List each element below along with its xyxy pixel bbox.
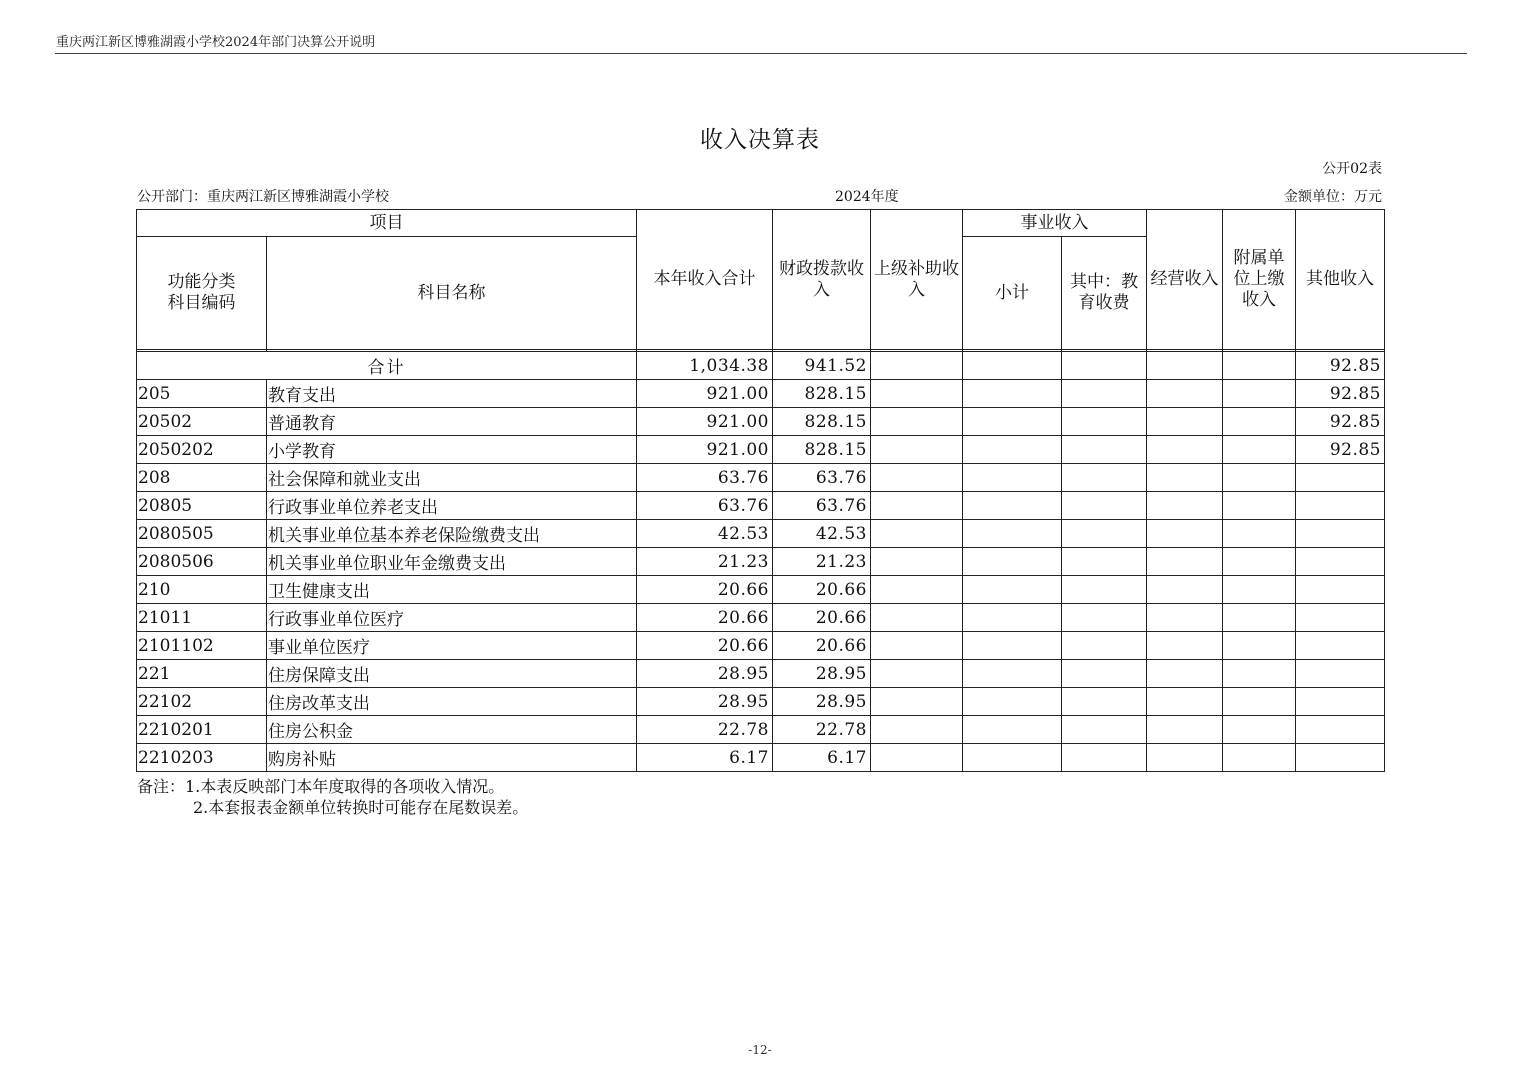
- business-subtotal-value: [963, 436, 1062, 464]
- operating-income-value: [1147, 744, 1223, 772]
- table-row: [137, 380, 1385, 408]
- amount-unit: 金额单位：万元: [1284, 189, 1382, 205]
- operating-income-value: [1147, 688, 1223, 716]
- business-subtotal-value: [963, 492, 1062, 520]
- other-income-value: [1296, 632, 1385, 660]
- function-code: 21011: [137, 604, 267, 632]
- other-income-value: [1296, 492, 1385, 520]
- subject-name: 卫生健康支出: [267, 576, 637, 604]
- operating-income-value: [1147, 436, 1223, 464]
- total-income-value: 20.66: [637, 576, 773, 604]
- fiscal-allocation-value: 6.17: [773, 744, 871, 772]
- disclosure-department: 公开部门：重庆两江新区博雅湖霞小学校: [137, 189, 389, 205]
- page-title: 收入决算表: [700, 127, 820, 153]
- total-income-value: 42.53: [637, 520, 773, 548]
- operating-income-value: [1147, 716, 1223, 744]
- income-table: [136, 209, 1385, 772]
- header-business-income: 事业收入: [963, 210, 1147, 237]
- total-income-value: 28.95: [637, 688, 773, 716]
- notes: [137, 776, 528, 818]
- header-total-income: 本年收入合计: [637, 210, 773, 350]
- header-other-income: 其他收入: [1296, 210, 1385, 350]
- total-label: 合计: [137, 352, 637, 380]
- header-business-subtotal: 小计: [963, 237, 1062, 350]
- subject-name: 行政事业单位医疗: [267, 604, 637, 632]
- affiliated-income-value: [1223, 520, 1296, 548]
- total-income-value: 20.66: [637, 632, 773, 660]
- education-fees-value: [1062, 716, 1147, 744]
- total-income-value: 1,034.38: [637, 352, 773, 380]
- total-income-value: 28.95: [637, 660, 773, 688]
- table-row: [137, 576, 1385, 604]
- table-row: [137, 632, 1385, 660]
- other-income-value: [1296, 744, 1385, 772]
- education-fees-value: [1062, 464, 1147, 492]
- header-operating-income: 经营收入: [1147, 210, 1223, 350]
- education-fees-value: [1062, 548, 1147, 576]
- table-row: [137, 604, 1385, 632]
- education-fees-value: [1062, 380, 1147, 408]
- superior-subsidy-value: [871, 632, 963, 660]
- operating-income-value: [1147, 520, 1223, 548]
- subject-name: 小学教育: [267, 436, 637, 464]
- header-function-code: 功能分类 科目编码: [137, 237, 267, 350]
- fiscal-allocation-value: 20.66: [773, 632, 871, 660]
- subject-name: 机关事业单位职业年金缴费支出: [267, 548, 637, 576]
- fiscal-allocation-value: 63.76: [773, 492, 871, 520]
- business-subtotal-value: [963, 660, 1062, 688]
- education-fees-value: [1062, 408, 1147, 436]
- function-code: 208: [137, 464, 267, 492]
- fiscal-allocation-value: 828.15: [773, 380, 871, 408]
- other-income-value: [1296, 520, 1385, 548]
- fiscal-allocation-value: 28.95: [773, 660, 871, 688]
- function-code: 210: [137, 576, 267, 604]
- affiliated-income-value: [1223, 716, 1296, 744]
- total-income-value: 22.78: [637, 716, 773, 744]
- total-other-value: 92.85: [1296, 352, 1385, 380]
- subject-name: 普通教育: [267, 408, 637, 436]
- page-number: -12-: [748, 1043, 772, 1057]
- affiliated-income-value: [1223, 436, 1296, 464]
- education-fees-value: [1062, 660, 1147, 688]
- education-fees-value: [1062, 576, 1147, 604]
- running-header: 重庆两江新区博雅湖霞小学校2024年部门决算公开说明: [56, 35, 376, 50]
- header-item: 项目: [137, 210, 637, 237]
- affiliated-income-value: [1223, 548, 1296, 576]
- note-2: 2.本套报表金额单位转换时可能存在尾数误差。: [193, 798, 529, 817]
- affiliated-income-value: [1223, 408, 1296, 436]
- other-income-value: [1296, 688, 1385, 716]
- table-row: [137, 436, 1385, 464]
- other-income-value: [1296, 660, 1385, 688]
- other-income-value: [1296, 604, 1385, 632]
- operating-income-value: [1147, 576, 1223, 604]
- superior-subsidy-value: [871, 380, 963, 408]
- total-income-value: 921.00: [637, 436, 773, 464]
- business-subtotal-value: [963, 520, 1062, 548]
- superior-subsidy-value: [871, 688, 963, 716]
- education-fees-value: [1062, 744, 1147, 772]
- subject-name: 住房公积金: [267, 716, 637, 744]
- affiliated-income-value: [1223, 604, 1296, 632]
- header-superior-subsidy: 上级补助收入: [871, 210, 963, 350]
- fiscal-allocation-value: 42.53: [773, 520, 871, 548]
- function-code: 2210203: [137, 744, 267, 772]
- function-code: 2101102: [137, 632, 267, 660]
- header-affiliated-income: 附属单位上缴收入: [1223, 210, 1296, 350]
- subject-name: 事业单位医疗: [267, 632, 637, 660]
- superior-subsidy-value: [871, 408, 963, 436]
- fiscal-allocation-value: 21.23: [773, 548, 871, 576]
- business-subtotal-value: [963, 408, 1062, 436]
- function-code: 22102: [137, 688, 267, 716]
- operating-income-value: [1147, 408, 1223, 436]
- subject-name: 教育支出: [267, 380, 637, 408]
- education-fees-value: [1062, 604, 1147, 632]
- total-row: [137, 352, 1385, 380]
- function-code: 221: [137, 660, 267, 688]
- header-fiscal-allocation: 财政拨款收入: [773, 210, 871, 350]
- fiscal-allocation-value: 22.78: [773, 716, 871, 744]
- operating-income-value: [1147, 604, 1223, 632]
- fiscal-allocation-value: 20.66: [773, 604, 871, 632]
- total-income-value: 63.76: [637, 492, 773, 520]
- business-subtotal-value: [963, 464, 1062, 492]
- business-subtotal-value: [963, 604, 1062, 632]
- other-income-value: 92.85: [1296, 408, 1385, 436]
- affiliated-income-value: [1223, 632, 1296, 660]
- subject-name: 购房补贴: [267, 744, 637, 772]
- operating-income-value: [1147, 660, 1223, 688]
- total-income-value: 6.17: [637, 744, 773, 772]
- function-code: 2050202: [137, 436, 267, 464]
- superior-subsidy-value: [871, 464, 963, 492]
- fiscal-allocation-value: 828.15: [773, 436, 871, 464]
- other-income-value: [1296, 548, 1385, 576]
- header-divider: [55, 53, 1467, 54]
- function-code: 20502: [137, 408, 267, 436]
- function-code: 2210201: [137, 716, 267, 744]
- superior-subsidy-value: [871, 520, 963, 548]
- header-education-fees: 其中：教育收费: [1062, 237, 1147, 350]
- superior-subsidy-value: [871, 744, 963, 772]
- superior-subsidy-value: [871, 660, 963, 688]
- affiliated-income-value: [1223, 492, 1296, 520]
- other-income-value: 92.85: [1296, 436, 1385, 464]
- subject-name: 行政事业单位养老支出: [267, 492, 637, 520]
- other-income-value: 92.85: [1296, 380, 1385, 408]
- subject-name: 住房改革支出: [267, 688, 637, 716]
- business-subtotal-value: [963, 548, 1062, 576]
- education-fees-value: [1062, 436, 1147, 464]
- operating-income-value: [1147, 380, 1223, 408]
- subject-name: 住房保障支出: [267, 660, 637, 688]
- superior-subsidy-value: [871, 604, 963, 632]
- affiliated-income-value: [1223, 744, 1296, 772]
- business-subtotal-value: [963, 744, 1062, 772]
- affiliated-income-value: [1223, 688, 1296, 716]
- table-number: 公开02表: [1322, 161, 1382, 177]
- table-row: [137, 520, 1385, 548]
- affiliated-income-value: [1223, 380, 1296, 408]
- education-fees-value: [1062, 688, 1147, 716]
- total-income-value: 921.00: [637, 380, 773, 408]
- table-row: [137, 464, 1385, 492]
- business-subtotal-value: [963, 632, 1062, 660]
- table-row: [137, 660, 1385, 688]
- subject-name: 机关事业单位基本养老保险缴费支出: [267, 520, 637, 548]
- other-income-value: [1296, 716, 1385, 744]
- other-income-value: [1296, 464, 1385, 492]
- education-fees-value: [1062, 520, 1147, 548]
- function-code: 20805: [137, 492, 267, 520]
- total-income-value: 20.66: [637, 604, 773, 632]
- note-1: 备注：1.本表反映部门本年度取得的各项收入情况。: [137, 777, 505, 796]
- table-row: [137, 688, 1385, 716]
- business-subtotal-value: [963, 688, 1062, 716]
- table-row: [137, 744, 1385, 772]
- fiscal-allocation-value: 63.76: [773, 464, 871, 492]
- superior-subsidy-value: [871, 716, 963, 744]
- superior-subsidy-value: [871, 492, 963, 520]
- business-subtotal-value: [963, 716, 1062, 744]
- header-subject-name: 科目名称: [267, 237, 637, 350]
- function-code: 2080506: [137, 548, 267, 576]
- function-code: 2080505: [137, 520, 267, 548]
- education-fees-value: [1062, 632, 1147, 660]
- operating-income-value: [1147, 548, 1223, 576]
- affiliated-income-value: [1223, 576, 1296, 604]
- other-income-value: [1296, 576, 1385, 604]
- total-income-value: 921.00: [637, 408, 773, 436]
- affiliated-income-value: [1223, 464, 1296, 492]
- business-subtotal-value: [963, 380, 1062, 408]
- education-fees-value: [1062, 492, 1147, 520]
- operating-income-value: [1147, 492, 1223, 520]
- table-row: [137, 548, 1385, 576]
- operating-income-value: [1147, 632, 1223, 660]
- superior-subsidy-value: [871, 548, 963, 576]
- total-income-value: 21.23: [637, 548, 773, 576]
- table-row: [137, 408, 1385, 436]
- fiscal-year: 2024年度: [835, 189, 899, 205]
- table-row: [137, 716, 1385, 744]
- function-code: 205: [137, 380, 267, 408]
- superior-subsidy-value: [871, 576, 963, 604]
- table-row: [137, 492, 1385, 520]
- fiscal-allocation-value: 28.95: [773, 688, 871, 716]
- business-subtotal-value: [963, 576, 1062, 604]
- affiliated-income-value: [1223, 660, 1296, 688]
- subject-name: 社会保障和就业支出: [267, 464, 637, 492]
- operating-income-value: [1147, 464, 1223, 492]
- fiscal-allocation-value: 20.66: [773, 576, 871, 604]
- superior-subsidy-value: [871, 436, 963, 464]
- total-fiscal-value: 941.52: [773, 352, 871, 380]
- total-income-value: 63.76: [637, 464, 773, 492]
- fiscal-allocation-value: 828.15: [773, 408, 871, 436]
